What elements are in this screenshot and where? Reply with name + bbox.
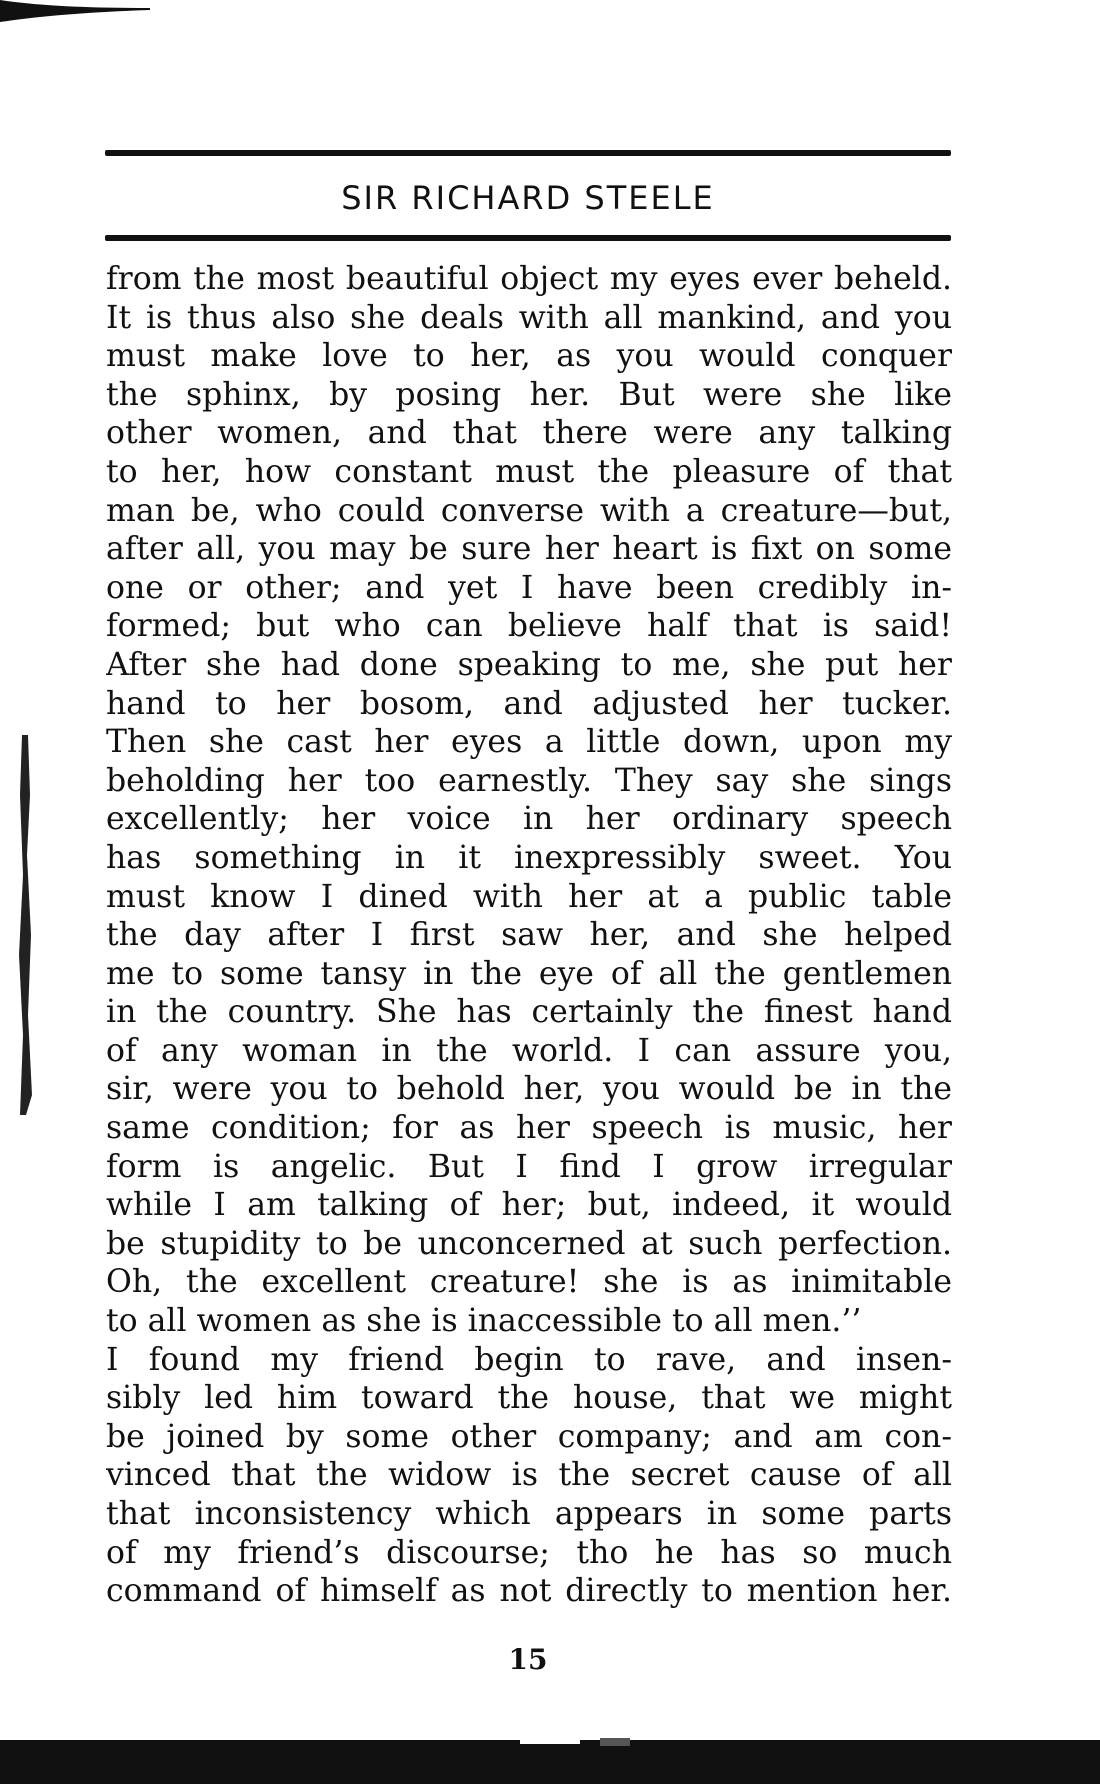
text-line: same condition; for as her speech is music, her [106, 1110, 952, 1147]
text-line: from the most beautiful object my eyes ever beheld. [106, 261, 952, 297]
text-line: while I am talking of her; but, indeed, it would [106, 1187, 952, 1224]
running-title: SIR RICHARD STEELE [341, 179, 715, 217]
text-line: must make love to her, as you would conquer [106, 338, 952, 375]
text-line: form is angelic. But I find I grow irregular [106, 1148, 952, 1185]
corner-scan-mark [0, 0, 150, 30]
text-line: be stupidity to be unconcerned at such perfection. [106, 1225, 952, 1262]
text-line: of any woman in the world. I can assure you, [106, 1032, 952, 1069]
text-line: Oh, the excellent creature! she is as inimitable [106, 1264, 952, 1301]
text-line: be joined by some other company; and am con- [106, 1418, 952, 1455]
text-line: formed; but who can believe half that is said! [106, 608, 952, 645]
bottom-scan-band [0, 1734, 1100, 1784]
text-line: that inconsistency which appears in some parts [106, 1496, 952, 1532]
text-line: Then she cast her eyes a little down, upon my [106, 724, 952, 761]
page-number: 15 [508, 1643, 548, 1676]
text-line: beholding her too earnestly. They say she sings [106, 762, 952, 799]
body-text [106, 260, 952, 1611]
text-line: command of himself as not directly to mention her. [106, 1573, 952, 1610]
text-line: in the country. She has certainly the finest hand [106, 994, 952, 1031]
margin-scan-shadow [16, 735, 34, 1115]
text-line: I found my friend begin to rave, and insen- [106, 1341, 952, 1378]
text-line: After she had done speaking to me, she put her [106, 646, 952, 683]
text-line: man be, who could converse with a creature—but, [106, 492, 952, 529]
text-line: one or other; and yet I have been credibly in- [106, 569, 952, 606]
text-line: the day after I first saw her, and she helped [106, 917, 952, 954]
text-line: sibly led him toward the house, that we might [106, 1380, 952, 1417]
text-line: hand to her bosom, and adjusted her tucker. [106, 685, 952, 722]
text-line: to all women as she is inaccessible to all men.’’ [106, 1303, 862, 1340]
text-line: of my friend’s discourse; tho he has so much [106, 1534, 952, 1571]
header-rule-bottom [105, 235, 951, 241]
text-line: excellently; her voice in her ordinary speech [106, 801, 952, 838]
text-line: after all, you may be sure her heart is fixt on some [106, 531, 952, 568]
text-line: the sphinx, by posing her. But were she like [106, 376, 952, 413]
text-line: sir, were you to behold her, you would be in the [106, 1071, 952, 1108]
text-line: other women, and that there were any talking [106, 415, 952, 452]
text-line: vinced that the widow is the secret cause of all [106, 1457, 952, 1494]
text-line: must know I dined with her at a public table [106, 878, 952, 915]
text-line: It is thus also she deals with all mankind, and you [106, 299, 952, 336]
text-line: has something in it inexpressibly sweet. You [106, 839, 952, 876]
header-rule-top [105, 150, 951, 156]
text-line: to her, how constant must the pleasure of that [106, 453, 952, 490]
text-line: me to some tansy in the eye of all the gentlemen [106, 955, 952, 992]
